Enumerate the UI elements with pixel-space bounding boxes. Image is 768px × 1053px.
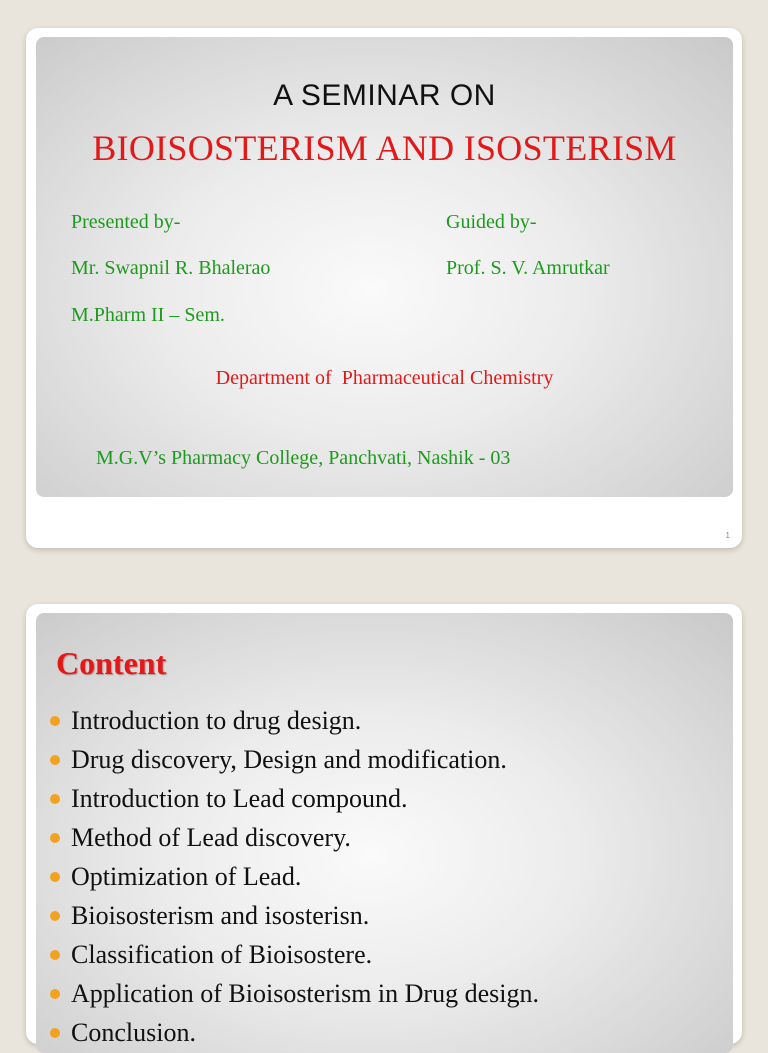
bullet-dot-icon	[50, 794, 60, 804]
guided-by-label: Guided by-	[446, 211, 537, 233]
bullet-dot-icon	[50, 833, 60, 843]
content-list	[50, 701, 539, 1052]
slide-2	[26, 604, 742, 1047]
list-item	[50, 1013, 539, 1052]
list-item-text: Classification of Bioisostere.	[71, 939, 373, 969]
list-item-text: Introduction to drug design.	[71, 705, 362, 735]
list-item-text: Application of Bioisosterism in Drug design.	[71, 978, 539, 1008]
seminar-title: BIOISOSTERISM AND ISOSTERISM	[92, 128, 677, 168]
presented-by-label: Presented by-	[71, 211, 181, 233]
bullet-dot-icon	[50, 911, 60, 921]
list-item	[50, 701, 539, 740]
bullet-dot-icon	[50, 716, 60, 726]
bullet-dot-icon	[50, 950, 60, 960]
bullet-dot-icon	[50, 755, 60, 765]
seminar-heading: A SEMINAR ON	[273, 79, 496, 112]
bullet-dot-icon	[50, 872, 60, 882]
list-item	[50, 857, 539, 896]
presenter-name: Mr. Swapnil R. Bhalerao	[71, 257, 271, 279]
slide-1	[26, 28, 742, 548]
page-number: 1	[725, 531, 730, 540]
bullet-dot-icon	[50, 1028, 60, 1038]
list-item	[50, 896, 539, 935]
content-heading: Content	[56, 645, 167, 681]
list-item	[50, 974, 539, 1013]
presenter-course: M.Pharm II – Sem.	[71, 304, 225, 326]
slide-2-content	[36, 613, 733, 1053]
list-item-text: Optimization of Lead.	[71, 861, 302, 891]
list-item-text: Conclusion.	[71, 1017, 196, 1047]
list-item-text: Introduction to Lead compound.	[71, 783, 408, 813]
list-item	[50, 935, 539, 974]
list-item	[50, 740, 539, 779]
college-name: M.G.V’s Pharmacy College, Panchvati, Nashik - 03	[96, 447, 511, 469]
list-item-text: Method of Lead discovery.	[71, 822, 351, 852]
list-item-text: Bioisosterism and isosterisn.	[71, 900, 370, 930]
slide-1-content	[36, 37, 733, 497]
list-item	[50, 779, 539, 818]
bullet-dot-icon	[50, 989, 60, 999]
guide-name: Prof. S. V. Amrutkar	[446, 257, 610, 279]
list-item-text: Drug discovery, Design and modification.	[71, 744, 507, 774]
department-name: Department of Pharmaceutical Chemistry	[215, 367, 554, 389]
list-item	[50, 818, 539, 857]
